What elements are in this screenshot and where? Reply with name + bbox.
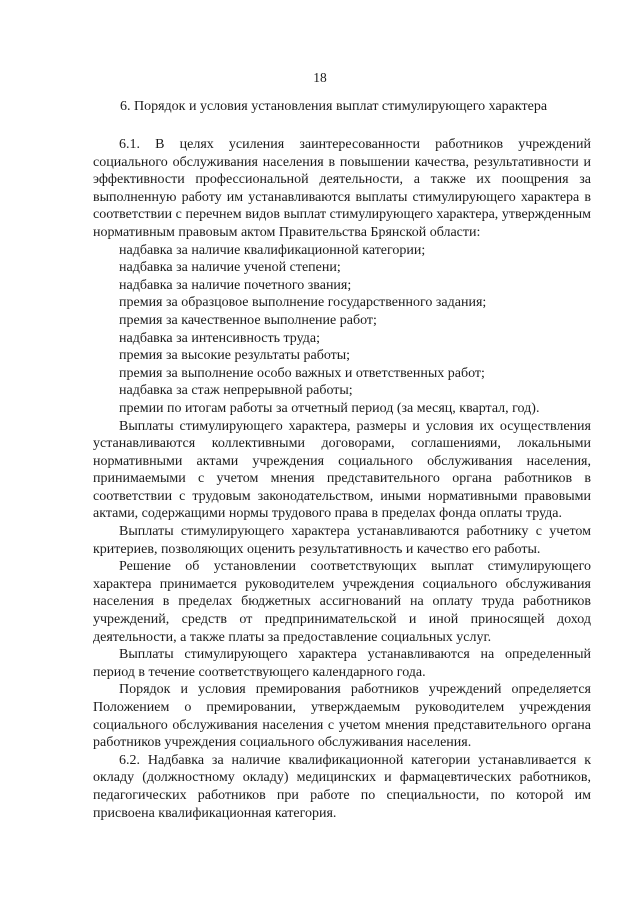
list-item: надбавка за интенсивность труда; <box>119 330 320 346</box>
list-item: премия за выполнение особо важных и ответственных работ; <box>119 365 485 381</box>
page-number: 18 <box>313 70 327 85</box>
list-item: надбавка за наличие квалификационной категории; <box>119 242 426 258</box>
list-item: премия за образцовое выполнение государственного задания; <box>119 295 487 311</box>
list-item: премия за высокие результаты работы; <box>119 348 351 364</box>
list-item: надбавка за наличие ученой степени; <box>119 260 341 276</box>
list-item: надбавка за наличие почетного звания; <box>119 277 352 293</box>
list-item: надбавка за стаж непрерывной работы; <box>119 383 353 399</box>
document-body <box>93 136 591 822</box>
paragraph-period: Выплаты стимулирующего характера устанавливаются на определенный период в течение соответствующего календарного года. <box>93 647 591 680</box>
paragraph-bonus-order: Порядок и условия премирования работников учреждений определяется Положением о премировании, утверждаемым руководителем учреждения социального обслуживания населения с учетом мнения представительного органа работников учреждения социального обслуживания населения. <box>93 682 591 751</box>
list-item: премии по итогам работы за отчетный период (за месяц, квартал, год). <box>119 400 540 416</box>
paragraph-6-1: 6.1. В целях усиления заинтересованности работников учреждений социального обслуживания населения в повышении качества, результативности и эффективности профессиональной деятельности, а также их поощрения за выполненную работу им устанавливаются выплаты стимулирующего характера в соответствии с перечнем видов выплат стимулирующего характера, утвержденным нормативным правовым актом Правительства Брянской области: <box>93 137 591 240</box>
paragraph-conditions: Выплаты стимулирующего характера, размеры и условия их осуществления устанавливаются коллективными договорами, соглашениями, локальными нормативными актами учреждения социального обслуживания населения, принимаемыми с учетом мнения представительного органа работников в соответствии с трудовым законодательством, иными нормативными правовыми актами, содержащими нормы трудового права в пределах фонда оплаты труда. <box>93 418 591 522</box>
paragraph-criteria: Выплаты стимулирующего характера устанавливаются работнику с учетом критериев, позволяющих оценить результативность и качество его работы. <box>93 524 591 557</box>
payment-types-list <box>93 242 591 418</box>
list-item: премия за качественное выполнение работ; <box>119 312 377 328</box>
paragraph-decision: Решение об установлении соответствующих выплат стимулирующего характера принимается руководителем учреждения социального обслуживания населения в пределах бюджетных ассигнований на оплату труда работников учреждений, средств от предпринимательской и иной приносящей доход деятельности, а также платы за предоставление социальных услуг. <box>93 559 591 645</box>
section-title: 6. Порядок и условия установления выплат стимулирующего характера <box>120 99 548 114</box>
paragraph-6-2: 6.2. Надбавка за наличие квалификационной категории устанавливается к окладу (должностному окладу) медицинских и фармацевтических работников, педагогических работников при работе по специальности, по которой им присвоена квалификационная категория. <box>93 752 591 821</box>
